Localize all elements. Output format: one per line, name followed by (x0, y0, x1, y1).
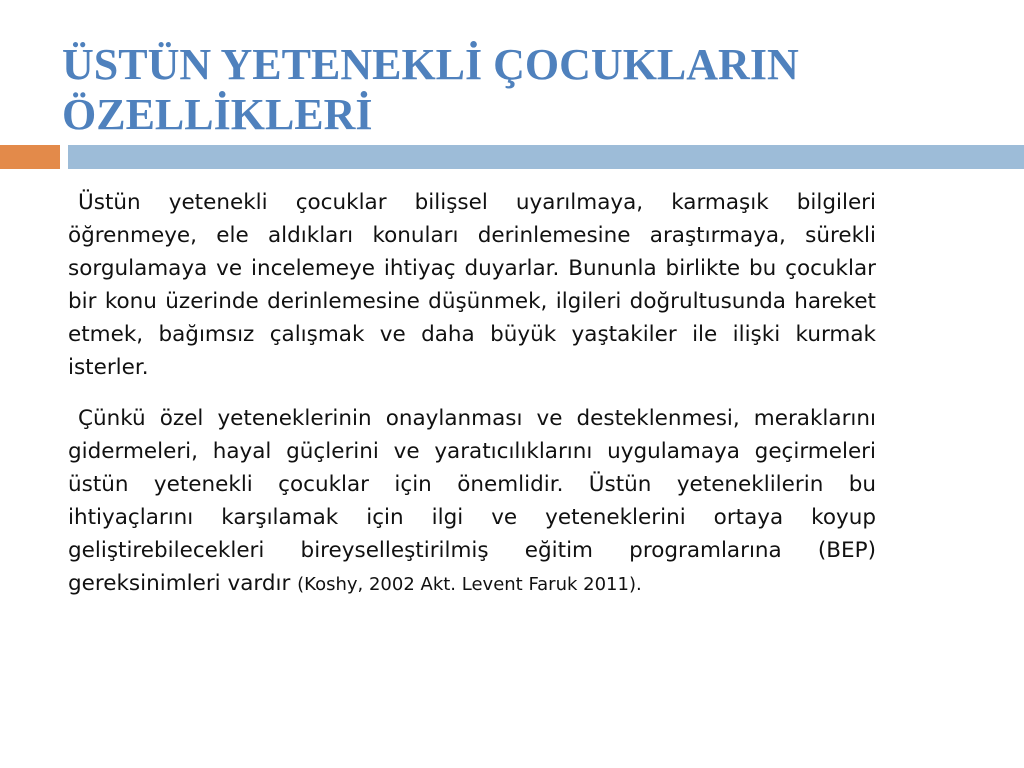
title-divider-bar (68, 145, 1024, 169)
slide-title (62, 40, 1002, 140)
paragraph-2 (68, 402, 876, 601)
title-divider-accent (0, 145, 60, 169)
title-line-2: ÖZELLİKLERİ (62, 90, 373, 139)
citation: (Koshy, 2002 Akt. Levent Faruk 2011). (297, 574, 642, 595)
slide-body (68, 186, 876, 619)
paragraph-1 (68, 186, 876, 384)
paragraph-1-text: Üstün yetenekli çocuklar bilişsel uyarılmaya, karmaşık bilgileri öğrenmeye, ele aldıkları konuları derinlemesine araştırmaya, sürekli sorgulamaya ve incelemeye ihtiyaç duyarlar. Bununla birlikte bu çocuklar bir konu üzerinde derinlemesine düşünmek, ilgileri doğrultusunda hareket etmek, bağımsız çalışmak ve daha büyük yaştakiler ile ilişki kurmak isterler. (68, 190, 876, 380)
title-line-1: ÜSTÜN YETENEKLİ ÇOCUKLARIN (62, 40, 799, 89)
paragraph-2-text: Çünkü özel yeteneklerinin onaylanması ve desteklenmesi, meraklarını gidermeleri, hayal güçlerini ve yaratıcılıklarını uygulamaya geçirmeleri üstün yetenekli çocuklar için önemlidir. Üstün yeteneklilerin bu ihtiyaçlarını karşılamak için ilgi ve yeteneklerini ortaya koyup geliştirebilecekleri bireyselleştirilmiş eğitim programlarına (BEP) gereksinimleri vardır (68, 406, 876, 596)
